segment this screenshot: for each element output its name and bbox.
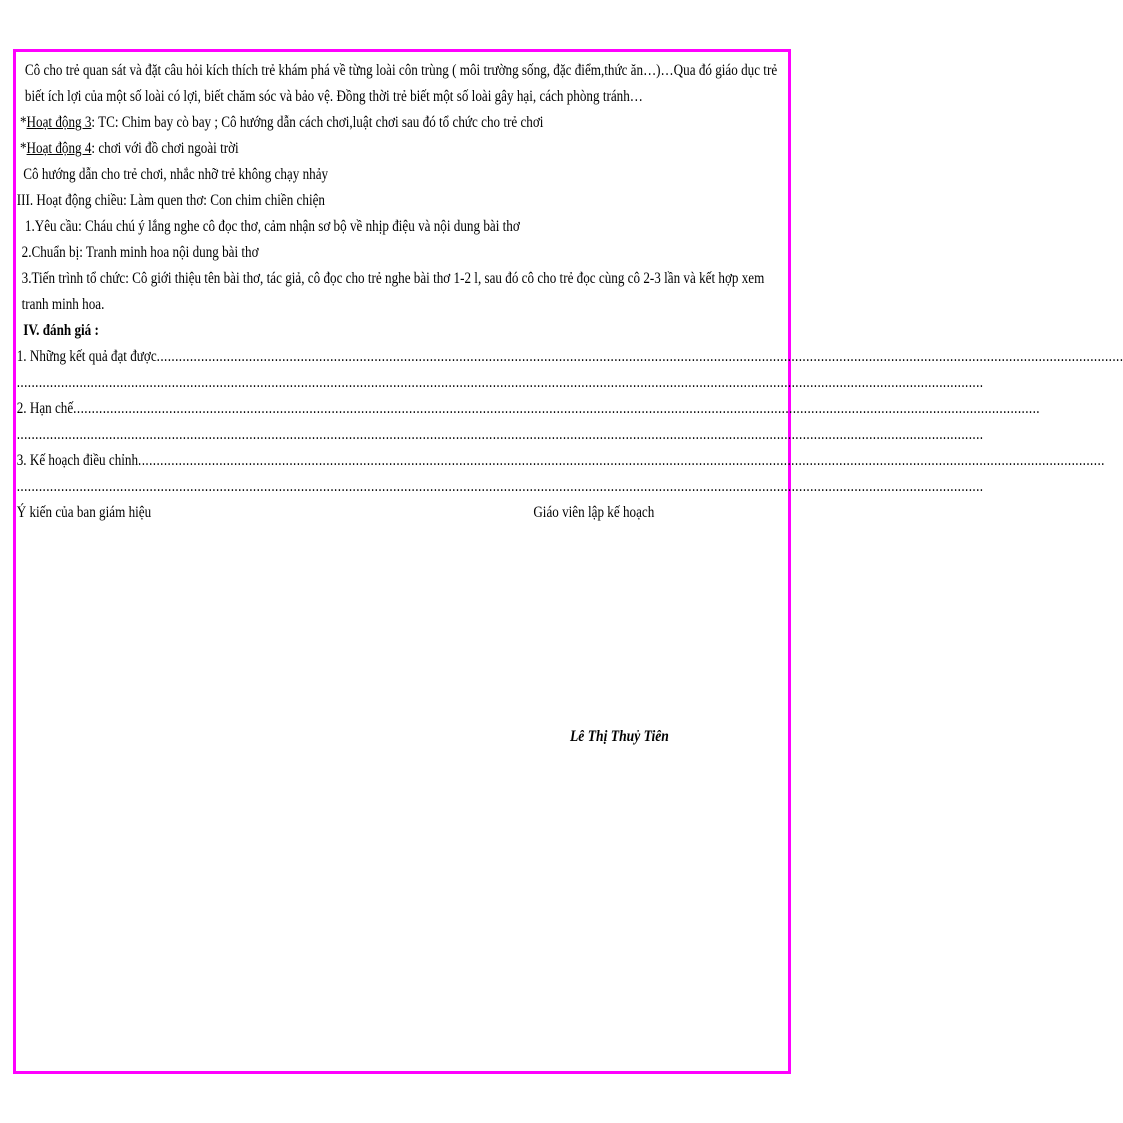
preparation-line: 2.Chuẩn bị: Tranh minh hoa nội dung bài thơ [21, 244, 259, 261]
activity-3: *Hoạt động 3: TC: Chim bay cò bay ; Cô hướng dẫn cách chơi,luật chơi sau đó tổ chức cho trẻ chơi [20, 114, 544, 131]
intro-paragraph: Cô cho trẻ quan sát và đặt câu hỏi kích thích trẻ khám phá về từng loài côn trùng ( môi trường sống, đặc điểm,thức ăn…)…Qua đó giáo dục trẻ biết ích lợi của một số loài có lợi, biết chăm sóc và bảo vệ. Đồng thời trẻ biết một số loài gây hại, cách phòng tránh… [24, 62, 778, 105]
eval-plan-label: 3. Kế hoạch điều chỉnh [16, 452, 139, 469]
eval-result-label: 1. Những kết quả đạt được [16, 348, 157, 365]
activity-3-label: Hoạt động 3 [26, 114, 92, 131]
eval-result-line [16, 344, 1123, 370]
teacher-label: Giáo viên lập kế hoạch [533, 504, 655, 521]
requirement-line: 1.Yêu cầu: Cháu chú ý lắng nghe cô đọc thơ, cảm nhận sơ bộ về nhịp điệu và nội dung bài thơ [24, 218, 520, 235]
section-3-heading: III. Hoạt động chiều: Làm quen thơ: Con chim chiền chiện [16, 192, 325, 209]
eval-plan-dots-2: ...................................................................................................................................................................................................................................................................... [16, 478, 984, 495]
document-body [16, 58, 1123, 526]
activity-4-text: : chơi với đồ chơi ngoài trời [91, 140, 239, 157]
board-opinion-label: Ý kiến của ban giám hiệu [16, 504, 152, 521]
eval-plan-line [16, 448, 1105, 474]
eval-plan-line-2 [16, 474, 984, 500]
signature-row [17, 500, 660, 526]
eval-limit-dots: ...................................................................................................................................................................................................................................................................... [73, 400, 1040, 417]
signer-name: Lê Thị Thuỷ Tiên [570, 728, 669, 745]
procedure-paragraph: 3.Tiến trình tổ chức: Cô giới thiệu tên bài thơ, tác giả, cô đọc cho trẻ nghe bài thơ 1-2 l, sau đó cô cho trẻ đọc cùng cô 2-3 lần và kết hợp xem tranh minh hoa. [21, 270, 765, 313]
activity-4-label: Hoạt động 4 [26, 140, 92, 157]
eval-result-dots: ...................................................................................................................................................................................................................................................................... [156, 348, 1123, 365]
activity-4-note: Cô hướng dẫn cho trẻ chơi, nhắc nhỡ trẻ không chạy nhảy [23, 166, 329, 183]
eval-limit-line [16, 396, 1040, 422]
eval-plan-dots: ...................................................................................................................................................................................................................................................................... [138, 452, 1105, 469]
activity-4: *Hoạt động 4: chơi với đồ chơi ngoài trời [20, 140, 239, 157]
eval-result-line-2 [16, 370, 984, 396]
eval-limit-dots-2: ...................................................................................................................................................................................................................................................................... [16, 426, 984, 443]
eval-result-dots-2: ...................................................................................................................................................................................................................................................................... [16, 374, 984, 391]
activity-3-text: : TC: Chim bay cò bay ; Cô hướng dẫn cách chơi,luật chơi sau đó tổ chức cho trẻ chơi [91, 114, 544, 131]
eval-limit-line-2 [16, 422, 984, 448]
evaluation-heading: IV. đánh giá : [23, 322, 99, 339]
eval-limit-label: 2. Hạn chế [16, 400, 74, 417]
